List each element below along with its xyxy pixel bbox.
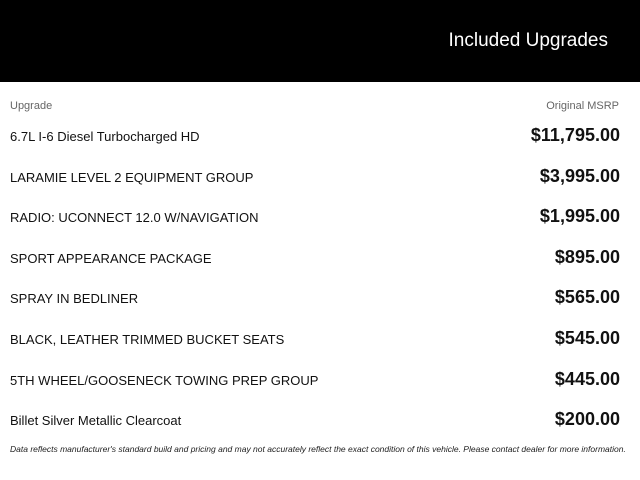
upgrade-row — [0, 318, 640, 359]
upgrade-price: $1,995.00 — [539, 206, 620, 227]
upgrade-price: $545.00 — [554, 327, 620, 348]
header-bar — [0, 0, 640, 82]
upgrade-price: $445.00 — [554, 368, 620, 389]
upgrade-row — [0, 196, 640, 237]
upgrade-row — [0, 237, 640, 278]
upgrade-row — [0, 359, 640, 400]
upgrade-list — [0, 115, 640, 440]
upgrade-row — [0, 399, 640, 440]
column-header-msrp: Original MSRP — [546, 100, 619, 112]
upgrade-row — [0, 115, 640, 156]
upgrade-name: 5TH WHEEL/GOOSENECK TOWING PREP GROUP — [10, 372, 319, 388]
upgrade-price: $200.00 — [554, 409, 620, 430]
upgrade-row — [0, 277, 640, 318]
upgrade-name: RADIO: UCONNECT 12.0 W/NAVIGATION — [10, 210, 259, 226]
upgrade-row — [0, 156, 640, 197]
upgrade-price: $3,995.00 — [539, 165, 620, 186]
upgrade-price: $895.00 — [554, 246, 620, 267]
page-title: Included Upgrades — [448, 30, 608, 51]
upgrade-price: $565.00 — [554, 287, 620, 308]
upgrade-name: SPORT APPEARANCE PACKAGE — [10, 250, 212, 266]
upgrade-name: LARAMIE LEVEL 2 EQUIPMENT GROUP — [10, 169, 254, 185]
upgrade-name: 6.7L I-6 Diesel Turbocharged HD — [10, 129, 200, 144]
upgrade-price: $11,795.00 — [530, 125, 620, 145]
upgrade-name: Billet Silver Metallic Clearcoat — [10, 413, 182, 429]
upgrade-name: BLACK, LEATHER TRIMMED BUCKET SEATS — [10, 331, 285, 347]
disclaimer-text: Data reflects manufacturer's standard build and pricing and may not accurately reflect the exact condition of this vehicle. Please contact dealer for more information. — [10, 444, 626, 454]
column-header-upgrade: Upgrade — [10, 100, 53, 112]
upgrade-name: SPRAY IN BEDLINER — [10, 291, 139, 307]
